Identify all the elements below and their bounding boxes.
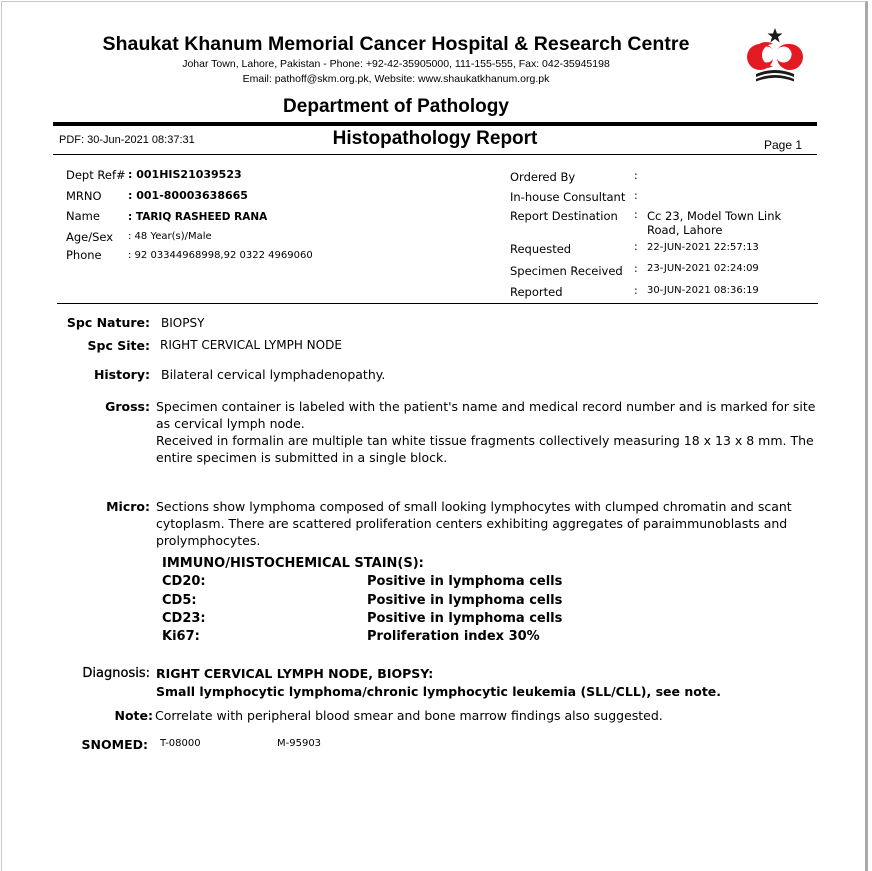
spc-site-value: RIGHT CERVICAL LYMPH NODE	[160, 338, 342, 352]
colon: :	[634, 208, 638, 221]
phone-value: : 92 03344968998,92 0322 4969060	[128, 250, 313, 261]
reported-label: Reported	[510, 285, 563, 299]
mrno-label: MRNO	[66, 189, 102, 203]
colon: :	[634, 284, 638, 297]
gross-paragraph-2: Received in formalin are multiple tan white tissue fragments collectively measuring 18 x 13 x 8 mm. The entire specimen is submitted in a single block.	[156, 433, 814, 465]
micro-description: Sections show lymphoma composed of small looking lymphocytes with clumped chromatin and scant cytoplasm. There are scattered proliferation centers exhibiting aggregates of paraimmunoblasts and prolymphocytes.	[156, 499, 792, 548]
divider	[57, 303, 818, 304]
colon: :	[634, 262, 638, 275]
hospital-address: Johar Town, Lahore, Pakistan - Phone: +92-42-35905000, 111-155-555, Fax: 042-35945198	[182, 58, 610, 70]
stain-result: Proliferation index 30%	[367, 629, 540, 644]
department-title: Department of Pathology	[283, 96, 509, 117]
report-title-text: Histopathology Report	[332, 128, 538, 149]
dept-ref-label: Dept Ref#	[66, 168, 126, 182]
colon: :	[634, 240, 638, 253]
hospital-name: Shaukat Khanum Memorial Cancer Hospital & Research Centre	[102, 33, 690, 55]
diagnosis-label: Diagnosis:	[82, 666, 150, 681]
page-number: Page 1	[764, 138, 803, 152]
destination-line2: Road, Lahore	[647, 223, 723, 237]
spc-nature-label: Spc Nature:	[66, 315, 150, 330]
micro-label: Micro:	[106, 499, 150, 514]
stain-result: Positive in lymphoma cells	[367, 593, 563, 608]
consultant-label: In-house Consultant	[510, 190, 626, 204]
patient-name: : TARIQ RASHEED RANA	[128, 211, 268, 223]
phone-label: Phone	[66, 248, 102, 262]
pdf-timestamp: PDF: 30-Jun-2021 08:37:31	[59, 134, 195, 146]
colon: :	[634, 169, 638, 182]
ordered-by-label: Ordered By	[510, 170, 576, 184]
age-sex-value: : 48 Year(s)/Male	[128, 231, 212, 242]
spc-site-label: Spc Site:	[87, 338, 150, 353]
destination-line1: Cc 23, Model Town Link	[647, 209, 782, 223]
divider	[53, 154, 817, 155]
stains-title: IMMUNO/HISTOCHEMICAL STAIN(S):	[162, 556, 424, 571]
dept-ref-value: : 001HIS21039523	[128, 168, 242, 181]
gross-label: Gross:	[105, 399, 150, 414]
diagnosis-line-2: Small lymphocytic lymphoma/chronic lymphocytic leukemia (SLL/CLL), see note.	[156, 684, 722, 699]
destination-label: Report Destination	[510, 209, 618, 223]
requested-label: Requested	[510, 242, 572, 256]
note-value: Correlate with peripheral blood smear and bone marrow findings also suggested.	[155, 708, 663, 723]
stain-marker: Ki67:	[162, 629, 200, 644]
stain-result: Positive in lymphoma cells	[367, 574, 563, 589]
stain-marker: CD23:	[162, 611, 206, 626]
stain-marker: CD5:	[162, 593, 197, 608]
gross-description	[156, 398, 821, 466]
history-value: Bilateral cervical lymphadenopathy.	[161, 367, 386, 382]
stain-marker: CD20:	[162, 574, 206, 589]
stain-result: Positive in lymphoma cells	[367, 611, 563, 626]
divider	[53, 122, 817, 126]
note-label: Note:	[114, 708, 153, 723]
spc-nature-value: BIOPSY	[161, 316, 205, 330]
colon: :	[634, 189, 638, 202]
history-label: History:	[93, 367, 150, 382]
mrno-value: : 001-80003638665	[128, 189, 248, 202]
skm-logo-icon	[744, 26, 806, 82]
hospital-contact: Email: pathoff@skm.org.pk, Website: www.shaukatkhanum.org.pk	[242, 73, 550, 85]
gross-paragraph-1: Specimen container is labeled with the patient's name and medical record number and is marked for site as cervical lymph node.	[156, 399, 816, 431]
diagnosis-line-1: RIGHT CERVICAL LYMPH NODE, BIOPSY:	[156, 666, 434, 681]
report-title	[0, 128, 872, 150]
name-label: Name	[66, 209, 100, 223]
received-label: Specimen Received	[510, 264, 623, 278]
reported-value: 30-JUN-2021 08:36:19	[647, 285, 759, 296]
received-value: 23-JUN-2021 02:24:09	[647, 263, 759, 274]
snomed-topography-code: T-08000	[160, 738, 201, 749]
snomed-label: SNOMED:	[81, 737, 148, 752]
age-sex-label: Age/Sex	[66, 230, 114, 244]
requested-value: 22-JUN-2021 22:57:13	[647, 242, 759, 253]
snomed-morphology-code: M-95903	[277, 738, 322, 749]
